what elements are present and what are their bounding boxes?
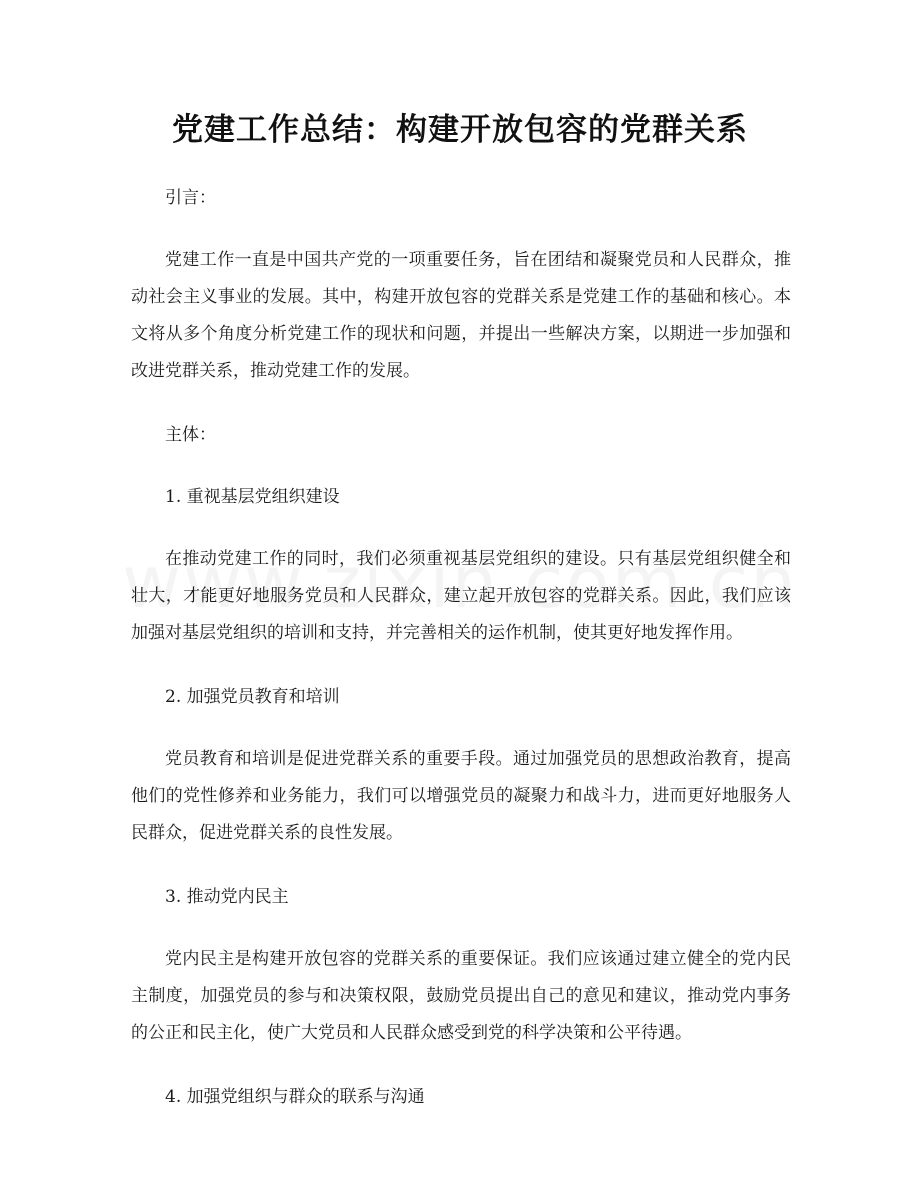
document-title: 党建工作总结：构建开放包容的党群关系: [172, 112, 748, 148]
document-body: [131, 180, 791, 1141]
paragraph-3: 党内民主是构建开放包容的党群关系的重要保证。我们应该通过建立健全的党内民主制度，加强党员的参与和决策权限，鼓励党员提出自己的意见和建议，推动党内事务的公正和民主化，使广大党员和人民群众感受到党的科学决策和公平待遇。: [131, 949, 791, 1043]
paragraph-1: 在推动党建工作的同时，我们必须重视基层党组织的建设。只有基层党组织健全和壮大，才能更好地服务党员和人民群众，建立起开放包容的党群关系。因此，我们应该加强对基层党组织的培训和支持，并完善相关的运作机制，使其更好地发挥作用。: [131, 549, 791, 643]
section-label-main: 主体：: [165, 425, 216, 445]
heading-3: 3. 推动党内民主: [165, 887, 289, 907]
heading-1: 1. 重视基层党组织建设: [165, 487, 340, 507]
heading-2: 2. 加强党员教育和培训: [165, 687, 340, 707]
paragraph-intro: 党建工作一直是中国共产党的一项重要任务，旨在团结和凝聚党员和人民群众，推动社会主义事业的发展。其中，构建开放包容的党群关系是党建工作的基础和核心。本文将从多个角度分析党建工作的现状和问题，并提出一些解决方案，以期进一步加强和改进党群关系，推动党建工作的发展。: [131, 250, 791, 381]
paragraph-2: 党员教育和培训是促进党群关系的重要手段。通过加强党员的思想政治教育，提高他们的党性修养和业务能力，我们可以增强党员的凝聚力和战斗力，进而更好地服务人民群众，促进党群关系的良性发展。: [131, 749, 791, 843]
heading-4: 4. 加强党组织与群众的联系与沟通: [165, 1087, 425, 1107]
section-label-intro: 引言：: [165, 188, 216, 208]
